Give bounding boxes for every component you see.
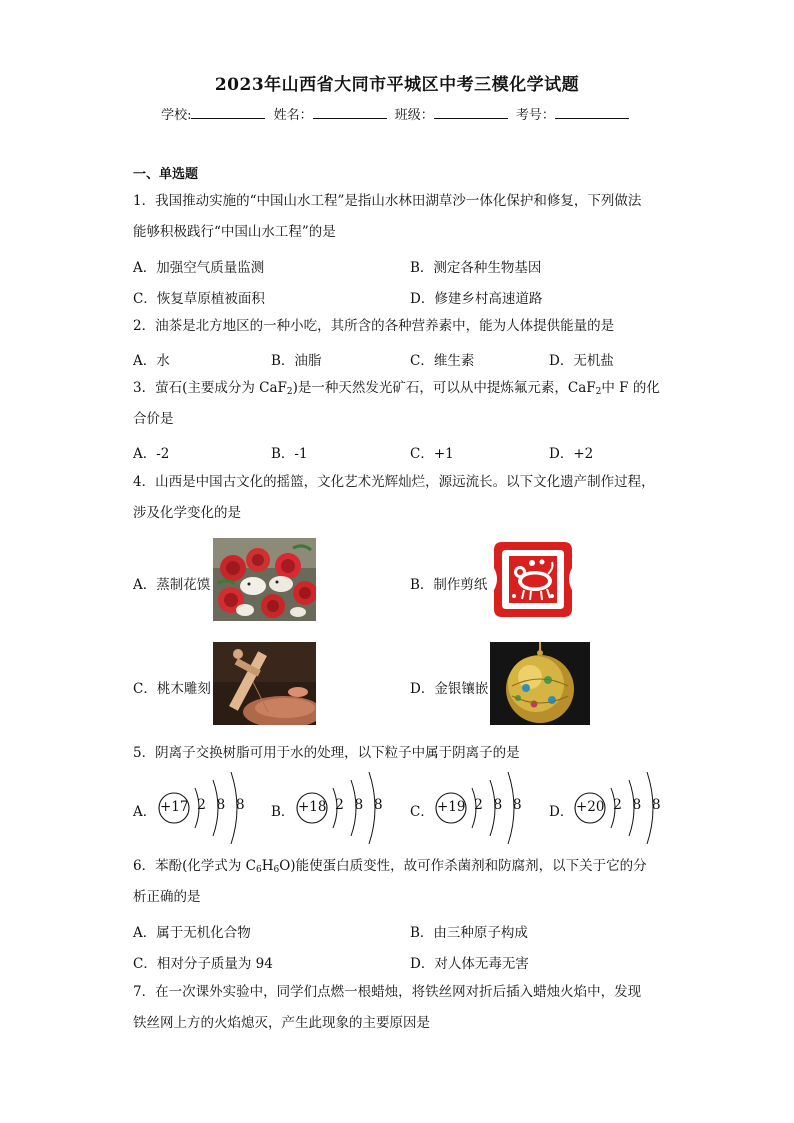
q6-stem-line2: 析正确的是 — [133, 889, 201, 905]
peach-wood-carving-image — [213, 642, 316, 725]
q5-option-letter: D． — [549, 804, 574, 820]
class-blank[interactable] — [434, 106, 508, 119]
q1-option-b: B．测定各种生物基因 — [410, 260, 542, 276]
gold-silver-inlay-ball-image — [490, 642, 590, 725]
q2-option-a: A．水 — [133, 353, 170, 369]
q3-stem-line1 — [133, 380, 660, 400]
section-title: 一、单选题 — [133, 167, 199, 182]
student-info-line — [0, 104, 794, 123]
q3-subscript-1: 2 — [286, 387, 293, 397]
nucleus-charge: +18 — [298, 799, 327, 815]
electron-shells: 2 8 8 — [613, 797, 664, 813]
q3-option-c: C．+1 — [410, 446, 454, 462]
q4-stem-line1: 4．山西是中国古文化的摇篮，文化艺术光辉灿烂，源远流长。以下文化遗产制作过程， — [133, 474, 655, 490]
q3-stem-line2: 合价是 — [133, 411, 174, 427]
name-label: 姓名： — [273, 108, 313, 123]
q6-subscript-1: 6 — [255, 865, 262, 875]
q5-option-b — [271, 768, 386, 848]
q3-option-b: B．-1 — [271, 446, 308, 462]
q4-option-b: B．制作剪纸 — [410, 577, 488, 593]
q7-stem-line1: 7．在一次课外实验中，同学们点燃一根蜡烛，将铁丝网对折后插入蜡烛火焰中，发现 — [133, 984, 642, 1000]
q4-stem-line2: 涉及化学变化的是 — [133, 505, 241, 521]
q1-option-d: D．修建乡村高速道路 — [410, 291, 543, 307]
exam-no-label: 考号： — [515, 108, 555, 123]
q4-option-a: A．蒸制花馍 — [133, 577, 211, 593]
q3-text-a: 3．萤石(主要成分为 CaF — [133, 380, 287, 396]
q3-text-c: 中 F 的化 — [601, 380, 660, 396]
q5-option-letter: B． — [271, 804, 295, 820]
q7-stem-line2: 铁丝网上方的火焰熄灭，产生此现象的主要原因是 — [133, 1015, 430, 1031]
q5-stem: 5．阴离子交换树脂可用于水的处理，以下粒子中属于阴离子的是 — [133, 745, 520, 761]
electron-shells: 2 8 8 — [197, 797, 248, 813]
q6-option-d: D．对人体无毒无害 — [410, 956, 529, 972]
electron-shells: 2 8 8 — [474, 797, 525, 813]
q1-stem-line1: 1．我国推动实施的“中国山水工程”是指山水林田湖草沙一体化保护和修复，下列做法 — [133, 193, 642, 209]
q4-option-d: D．金银镶嵌 — [410, 681, 489, 697]
nucleus-charge: +20 — [576, 799, 605, 815]
nucleus-charge: +19 — [437, 799, 466, 815]
q5-option-letter: C． — [410, 804, 434, 820]
q6-subscript-2: 6 — [273, 865, 280, 875]
q5-option-letter: A． — [133, 804, 157, 820]
q2-option-b: B．油脂 — [271, 353, 322, 369]
page-title: 2023年山西省大同市平城区中考三模化学试题 — [214, 75, 580, 95]
steamed-flower-bun-image — [213, 538, 316, 621]
q5-option-c — [410, 768, 525, 848]
q4-option-c: C．桃木雕刻 — [133, 681, 211, 697]
name-blank[interactable] — [313, 106, 387, 119]
q6-option-c: C．相对分子质量为 94 — [133, 956, 273, 972]
q6-option-b: B．由三种原子构成 — [410, 925, 528, 941]
q5-option-d — [549, 768, 664, 848]
q1-option-a: A．加强空气质量监测 — [133, 260, 265, 276]
class-label: 班级： — [394, 108, 434, 123]
q5-option-a — [133, 768, 248, 848]
q6-stem-line1 — [133, 858, 647, 878]
q6-option-a: A．属于无机化合物 — [133, 925, 251, 941]
exam-no-blank[interactable] — [555, 106, 629, 119]
q2-option-d: D．无机盐 — [549, 353, 614, 369]
q6-text-h: H — [261, 858, 274, 874]
q2-stem: 2．油茶是北方地区的一种小吃，其所含的各种营养素中，能为人体提供能量的是 — [133, 318, 615, 334]
q3-option-d: D．+2 — [549, 446, 594, 462]
q6-text-b: O)能使蛋白质变性，故可作杀菌剂和防腐剂，以下关于它的分 — [279, 858, 647, 874]
q6-text-a: 6．苯酚(化学式为 C — [133, 858, 256, 874]
q1-stem-line2: 能够积极践行“中国山水工程”的是 — [133, 224, 336, 240]
q3-subscript-2: 2 — [595, 387, 602, 397]
school-label: 学校: — [161, 108, 192, 123]
paper-cutting-image — [490, 538, 576, 621]
q3-text-b: )是一种天然发光矿石，可以从中提炼氟元素，CaF — [292, 380, 596, 396]
school-blank[interactable] — [191, 106, 265, 119]
q3-option-a: A．-2 — [133, 446, 170, 462]
q2-option-c: C．维生素 — [410, 353, 475, 369]
nucleus-charge: +17 — [160, 799, 189, 815]
q1-option-c: C．恢复草原植被面积 — [133, 291, 265, 307]
electron-shells: 2 8 8 — [335, 797, 386, 813]
